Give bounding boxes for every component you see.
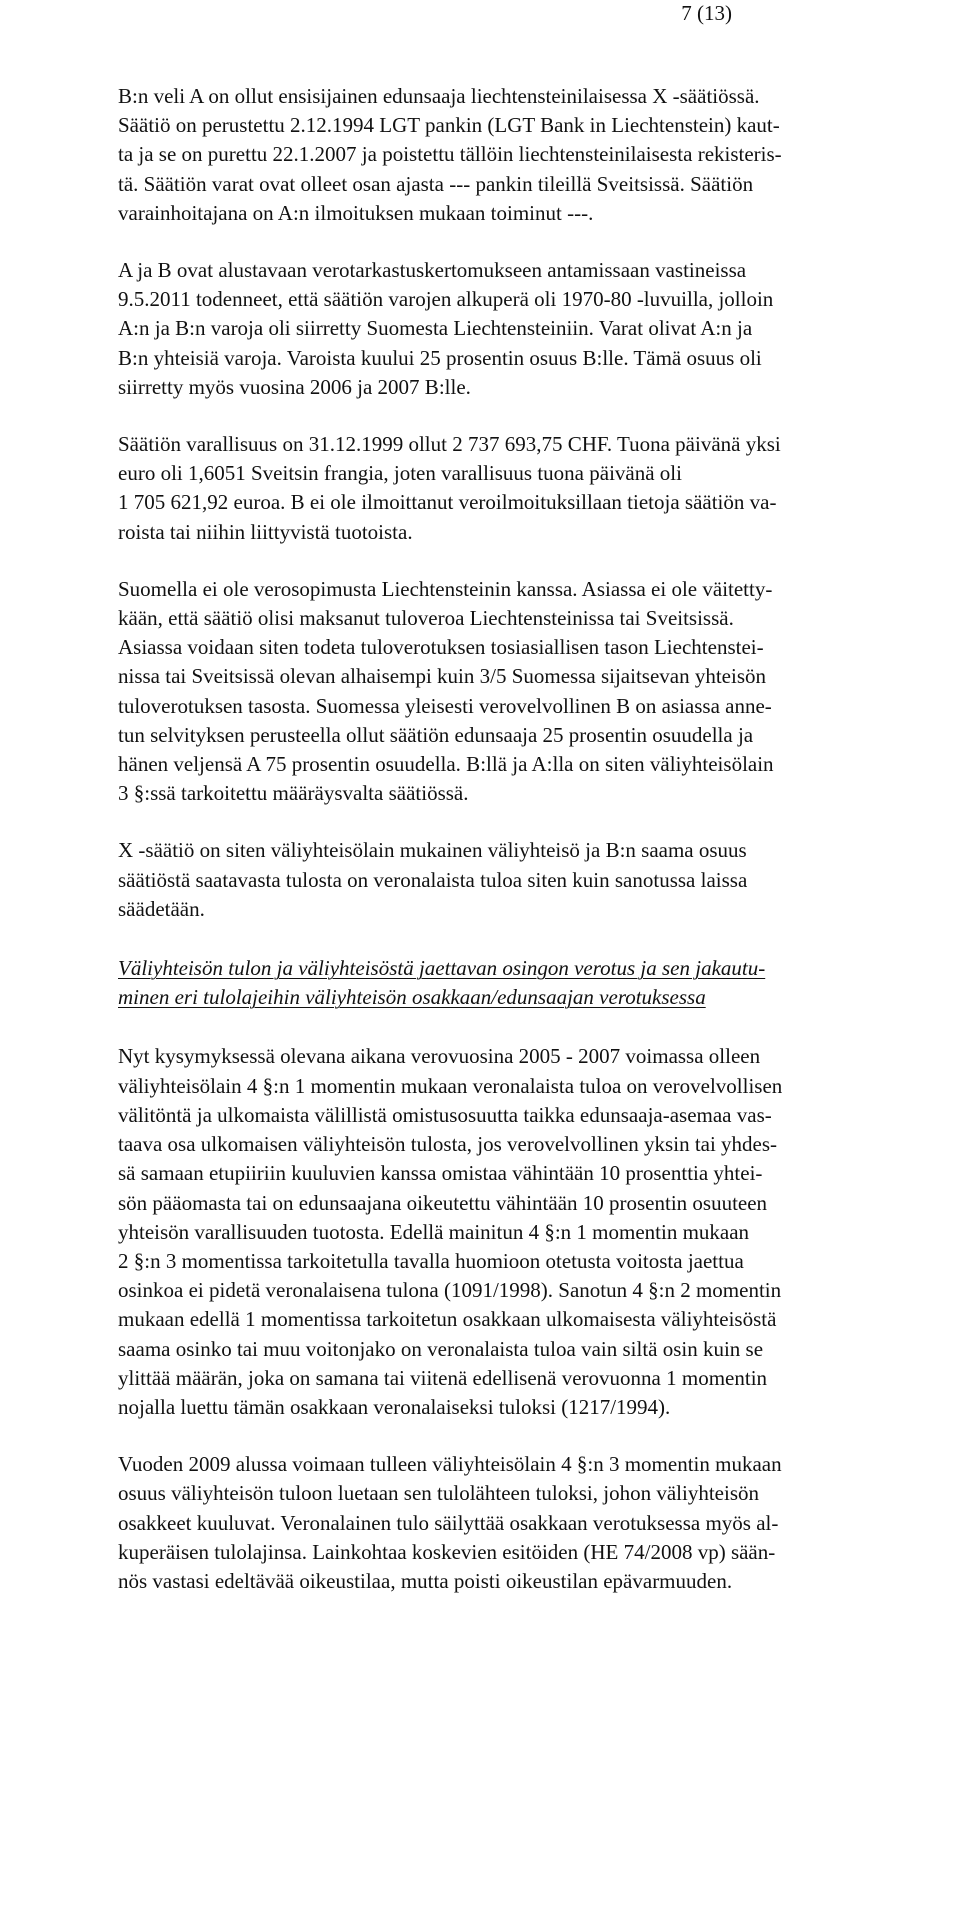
paragraph-spacer xyxy=(118,924,924,954)
document-body xyxy=(118,82,924,1596)
paragraph-conclusion xyxy=(118,836,924,924)
text-line: Säätiön varallisuus on 31.12.1999 ollut 2 737 693,75 CHF. Tuona päivänä yksi xyxy=(118,432,781,457)
text-line: taava osa ulkomaisen väliyhteisön tulosta, jos verovelvollinen yksin tai yhdes- xyxy=(118,1132,778,1157)
text-line: euro oli 1,6051 Sveitsin frangia, joten varallisuus tuona päivänä oli xyxy=(118,461,682,486)
text-line: B:n veli A on ollut ensisijainen edunsaaja liechtensteinilaisessa X -säätiössä. xyxy=(118,84,760,108)
text-line: säätiöstä saatavasta tulosta on veronalaista tuloa siten kuin sanotussa laissa xyxy=(118,867,748,892)
text-line: mukaan edellä 1 momentissa tarkoitetun osakkaan ulkomaisesta väliyhteisöstä xyxy=(118,1307,777,1332)
text-line: Säätiö on perustettu 2.12.1994 LGT pankin (LGT Bank in Liechtenstein) kaut- xyxy=(118,113,780,138)
text-line: osinkoa ei pidetä veronalaisena tulona (1091/1998). Sanotun 4 §:n 2 momentin xyxy=(118,1278,782,1303)
text-line: tun selvityksen perusteella ollut säätiön edunsaaja 25 prosentin osuudella ja xyxy=(118,722,754,747)
section-heading xyxy=(118,954,924,1012)
text-line: kuperäisen tulolajinsa. Lainkohtaa koskevien esitöiden (HE 74/2008 vp) sään- xyxy=(118,1539,776,1564)
paragraph-spacer xyxy=(118,1012,924,1042)
text-line: ta ja se on purettu 22.1.2007 ja poistettu tällöin liechtensteinilaisesta rekisteris- xyxy=(118,142,782,167)
text-line: tä. Säätiön varat ovat olleet osan ajasta --- pankin tileillä Sveitsissä. Säätiön xyxy=(118,171,754,196)
text-line: ylittää määrän, joka on samana tai viitenä edellisenä verovuonna 1 momentin xyxy=(118,1365,768,1390)
text-line: väliyhteisölain 4 §:n 1 momentin mukaan veronalaista tuloa on verovelvollisen xyxy=(118,1073,783,1098)
paragraph-spacer xyxy=(118,402,924,430)
text-line: X -säätiö on siten väliyhteisölain mukainen väliyhteisö ja B:n saama osuus xyxy=(118,838,747,863)
text-line: saama osinko tai muu voitonjako on veronalaista tuloa vain siltä osin kuin se xyxy=(118,1336,764,1361)
text-line: 1 705 621,92 euroa. B ei ole ilmoittanut veroilmoituksillaan tietoja säätiön va- xyxy=(118,490,777,515)
heading-line: Väliyhteisön tulon ja väliyhteisöstä jaettavan osingon verotus ja sen jakautu- xyxy=(118,956,766,981)
paragraph-spacer xyxy=(118,808,924,836)
text-line: nös vastasi edeltävää oikeustilaa, mutta poisti oikeustilan epävarmuuden. xyxy=(118,1568,733,1593)
text-line: säädetään. xyxy=(118,896,205,921)
text-line: hänen veljensä A 75 prosentin osuudella. B:llä ja A:lla on siten väliyhteisölain xyxy=(118,752,774,777)
paragraph-spacer xyxy=(118,1422,924,1450)
text-line: siirretty myös vuosina 2006 ja 2007 B:lle. xyxy=(118,374,471,399)
text-line: B:n yhteisiä varoja. Varoista kuului 25 prosentin osuus B:lle. Tämä osuus oli xyxy=(118,345,762,370)
text-line: osuus väliyhteisön tuloon luetaan sen tulolähteen tuloksi, johon väliyhteisön xyxy=(118,1481,760,1506)
text-line: 9.5.2011 todenneet, että säätiön varojen alkuperä oli 1970-80 -luvuilla, jolloin xyxy=(118,287,774,312)
text-line: A ja B ovat alustavaan verotarkastuskertomukseen antamissaan vastineissa xyxy=(118,258,747,283)
text-line: A:n ja B:n varoja oli siirretty Suomesta Liechtensteiniin. Varat olivat A:n ja xyxy=(118,316,753,341)
paragraph-spacer xyxy=(118,228,924,256)
text-line: varainhoitajana on A:n ilmoituksen mukaan toiminut ---. xyxy=(118,200,594,225)
text-line: 3 §:ssä tarkoitettu määräysvalta säätiössä. xyxy=(118,781,469,806)
heading-line: minen eri tulolajeihin väliyhteisön osakkaan/edunsaajan verotuksessa xyxy=(118,985,706,1010)
text-line: välitöntä ja ulkomaista välillistä omistusosuutta taikka edunsaaja-asemaa vas- xyxy=(118,1102,772,1127)
text-line: sä samaan etupiiriin kuuluvien kanssa omistaa vähintään 10 prosenttia yhtei- xyxy=(118,1161,763,1186)
text-line: tuloverotuksen tasosta. Suomessa yleisesti verovelvollinen B on asiassa anne- xyxy=(118,693,772,718)
text-line: Suomella ei ole verosopimusta Liechtensteinin kanssa. Asiassa ei ole väitetty- xyxy=(118,576,773,601)
text-line: roista tai niihin liittyvistä tuotoista. xyxy=(118,519,413,544)
text-line: Asiassa voidaan siten todeta tuloverotuksen tosiasiallisen tason Liechtenstei- xyxy=(118,635,764,660)
paragraph-cfc-law-2009 xyxy=(118,1450,924,1596)
text-line: 2 §:n 3 momentissa tarkoitetulla tavalla huomioon otetusta voitosta jaettua xyxy=(118,1248,744,1273)
paragraph-spacer xyxy=(118,547,924,575)
text-line: nojalla luettu tämän osakkaan veronalaiseksi tuloksi (1217/1994). xyxy=(118,1394,671,1419)
paragraph-foundation-background xyxy=(118,82,924,228)
text-line: Vuoden 2009 alussa voimaan tulleen väliyhteisölain 4 §:n 3 momentin mukaan xyxy=(118,1452,782,1477)
text-line: yhteisön varallisuuden tuotosta. Edellä mainitun 4 §:n 1 momentin mukaan xyxy=(118,1219,750,1244)
text-line: kään, että säätiö olisi maksanut tuloveroa Liechtensteinissa tai Sveitsissä. xyxy=(118,606,734,631)
paragraph-cfc-law-2005-2007 xyxy=(118,1042,924,1422)
paragraph-tax-treaty xyxy=(118,575,924,809)
text-line: osakkeet kuuluvat. Veronalainen tulo säilyttää osakkaan verotuksessa myös al- xyxy=(118,1510,779,1535)
paragraph-responses xyxy=(118,256,924,402)
text-line: Nyt kysymyksessä olevana aikana verovuosina 2005 - 2007 voimassa olleen xyxy=(118,1044,761,1069)
text-line: nissa tai Sveitsissä olevan alhaisempi kuin 3/5 Suomessa sijaitsevan yhteisön xyxy=(118,664,767,689)
text-line: sön pääomasta tai on edunsaajana oikeutettu vähintään 10 prosentin osuuteen xyxy=(118,1190,768,1215)
page-number: 7 (13) xyxy=(681,1,732,25)
paragraph-assets xyxy=(118,430,924,547)
